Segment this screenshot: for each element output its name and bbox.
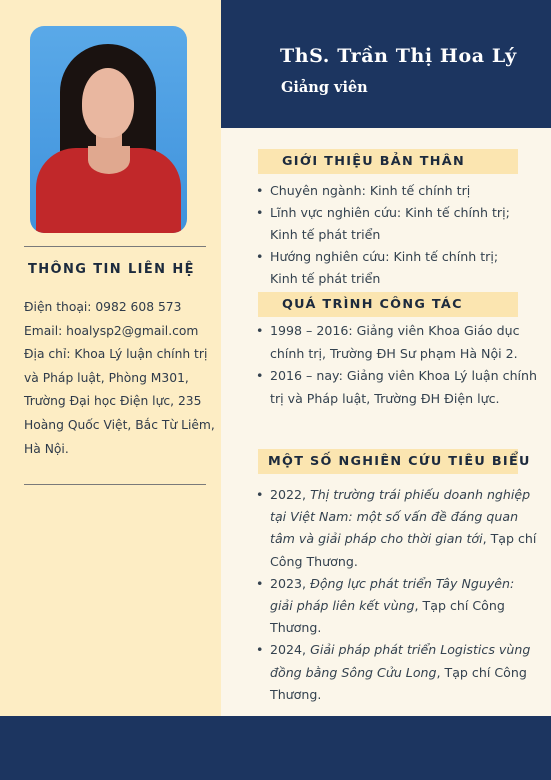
research-section-title: MỘT SỐ NGHIÊN CỨU TIÊU BIỂU (258, 449, 518, 474)
contact-address-line: Trường Đại học Điện lực, 235 (24, 394, 202, 409)
list-item: • 2024, Giải pháp phát triển Logistics vùng đồng bằng Sông Cửu Long, Tạp chí Công Thương. (256, 639, 536, 706)
list-item: • 1998 – 2016: Giảng viên Khoa Giáo dục chính trị, Trường ĐH Sư phạm Hà Nội 2. (256, 320, 537, 365)
list-item: • Chuyên ngành: Kinh tế chính trị (256, 180, 510, 202)
footer-bar (0, 716, 551, 780)
contact-phone: Điện thoại: 0982 608 573 (24, 300, 182, 314)
contact-title: THÔNG TIN LIÊN HỆ (28, 262, 195, 277)
contact-address-line: và Pháp luật, Phòng M301, (24, 370, 189, 385)
list-item: • 2022, Thị trường trái phiếu doanh nghiệp tại Việt Nam: một số vấn đề đáng quan tâm và giải pháp cho thời gian tới, Tạp chí Công Thương. (256, 484, 536, 573)
contact-address-line: Hoàng Quốc Việt, Bắc Từ Liêm, (24, 417, 215, 432)
list-item: • 2023, Động lực phát triển Tây Nguyên: giải pháp liên kết vùng, Tạp chí Công Thương. (256, 573, 536, 640)
contact-divider-bottom (24, 484, 206, 485)
person-role: Giảng viên (281, 79, 368, 96)
contact-details (24, 296, 216, 461)
intro-section-title: GIỚI THIỆU BẢN THÂN (258, 149, 518, 174)
contact-divider-top (24, 246, 206, 247)
list-item: • Hướng nghiên cứu: Kinh tế chính trị; Kinh tế phát triển (256, 246, 510, 290)
work-section-title: QUÁ TRÌNH CÔNG TÁC (258, 292, 518, 317)
work-list (256, 320, 537, 410)
contact-address-line: Địa chỉ: Khoa Lý luận chính trị (24, 347, 208, 362)
photo-collar (88, 146, 130, 174)
contact-email: Email: hoalysp2@gmail.com (24, 323, 199, 338)
contact-address-line: Hà Nội. (24, 441, 69, 456)
research-list (256, 484, 536, 706)
person-name: ThS. Trần Thị Hoa Lý (280, 45, 517, 67)
profile-photo (30, 26, 187, 233)
photo-face (82, 68, 134, 138)
intro-list (256, 180, 510, 290)
list-item: • Lĩnh vực nghiên cứu: Kinh tế chính trị; Kinh tế phát triển (256, 202, 510, 246)
list-item: • 2016 – nay: Giảng viên Khoa Lý luận chính trị và Pháp luật, Trường ĐH Điện lực. (256, 365, 537, 410)
